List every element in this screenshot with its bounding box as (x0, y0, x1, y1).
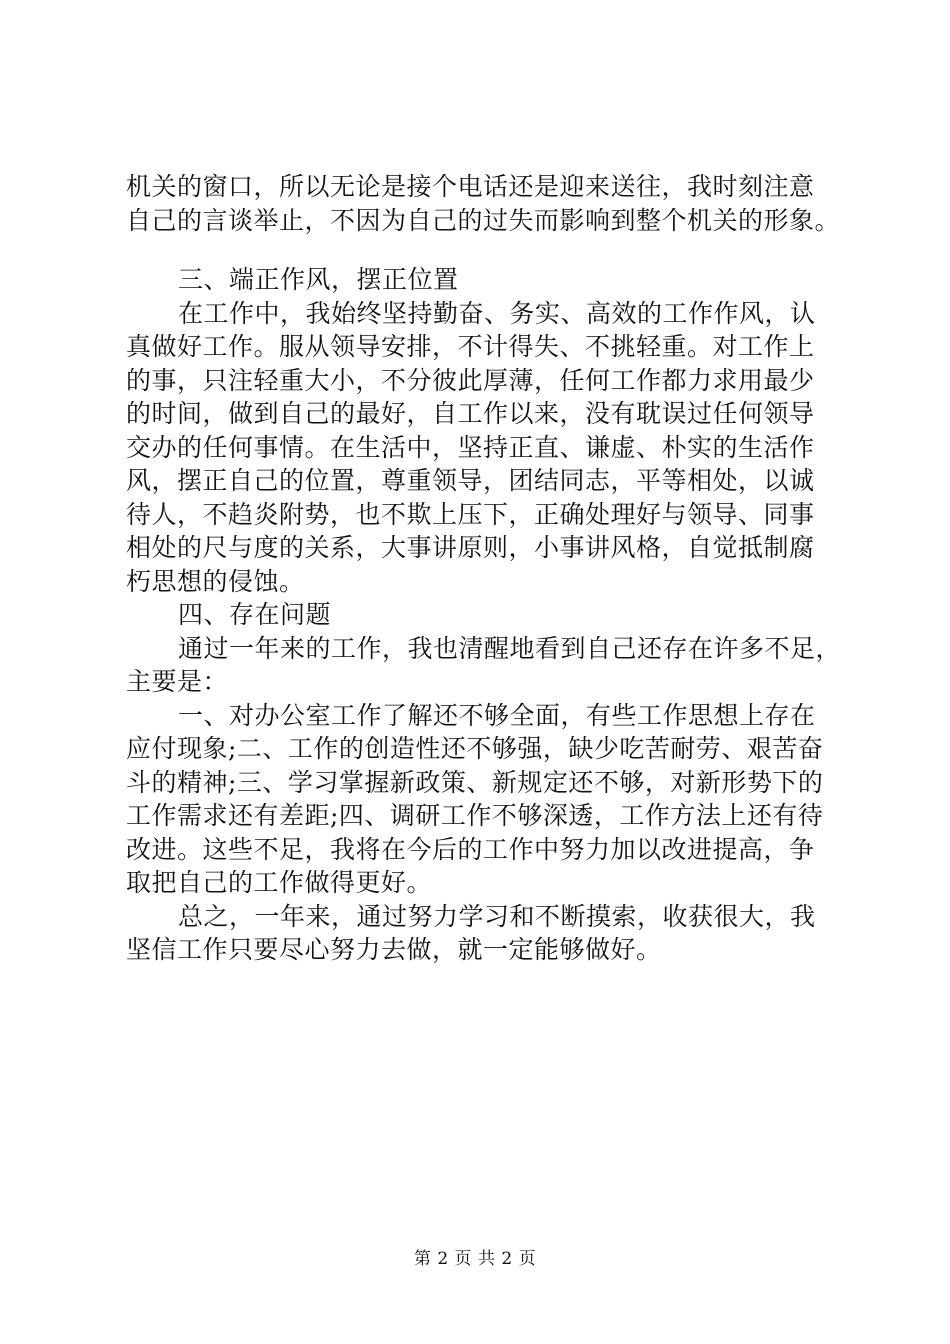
text-line: 交办的任何事情。在生活中，坚持正直、谦虚、朴实的生活作 (126, 432, 815, 462)
text-line: 取把自己的工作做得更好。 (126, 868, 433, 897)
text-line: 通过一年来的工作，我也清醒地看到自己还存在许多不足， (178, 633, 842, 663)
text-line: 在工作中，我始终坚持勤奋、务实、高效的工作作风，认 (178, 298, 816, 328)
paragraph-gap (126, 237, 836, 263)
text-line: 一、对办公室工作了解还不够全面，有些工作思想上存在 (178, 700, 816, 730)
text-line: 总之，一年来，通过努力学习和不断摸索，收获很大，我 (178, 901, 816, 931)
text-line: 相处的尺与度的关系，大事讲原则，小事讲风格，自觉抵制腐 (126, 533, 815, 562)
page-number-footer: 第 2 页 共 2 页 (413, 1249, 537, 1269)
text-line: 自己的言谈举止，不因为自己的过失而影响到整个机关的形象。 (126, 205, 841, 235)
section-heading: 四、存在问题 (178, 600, 332, 629)
text-line: 朽思想的侵蚀。 (126, 566, 305, 596)
text-line: 坚信工作只要尽心努力去做，就一定能够做好。 (126, 935, 662, 964)
text-line: 主要是： (126, 667, 229, 696)
text-line: 的时间，做到自己的最好，自工作以来，没有耽误过任何领导 (126, 399, 815, 428)
text-line: 风，摆正自己的位置，尊重领导，团结同志，平等相处，以诚 (126, 466, 815, 495)
text-line: 斗的精神;三、学习掌握新政策、新规定还不够，对新形势下的 (126, 767, 824, 797)
text-line: 机关的窗口，所以无论是接个电话还是迎来送往，我时刻注意 (126, 172, 815, 201)
text-line: 工作需求还有差距;四、调研工作不够深透，工作方法上还有待 (126, 801, 824, 830)
text-line: 改进。这些不足，我将在今后的工作中努力加以改进提高，争 (126, 834, 815, 864)
text-line: 的事，只注轻重大小，不分彼此厚薄，任何工作都力求用最少 (126, 365, 815, 395)
document-body (126, 170, 842, 967)
text-line: 待人，不趋炎附势，也不欺上压下，正确处理好与领导、同事 (126, 499, 815, 529)
text-line: 应付现象;二、工作的创造性还不够强，缺少吃苦耐劳、艰苦奋 (126, 734, 824, 763)
section-heading: 三、端正作风，摆正位置 (178, 265, 459, 294)
text-line: 真做好工作。服从领导安排，不计得失、不挑轻重。对工作上 (126, 332, 815, 361)
